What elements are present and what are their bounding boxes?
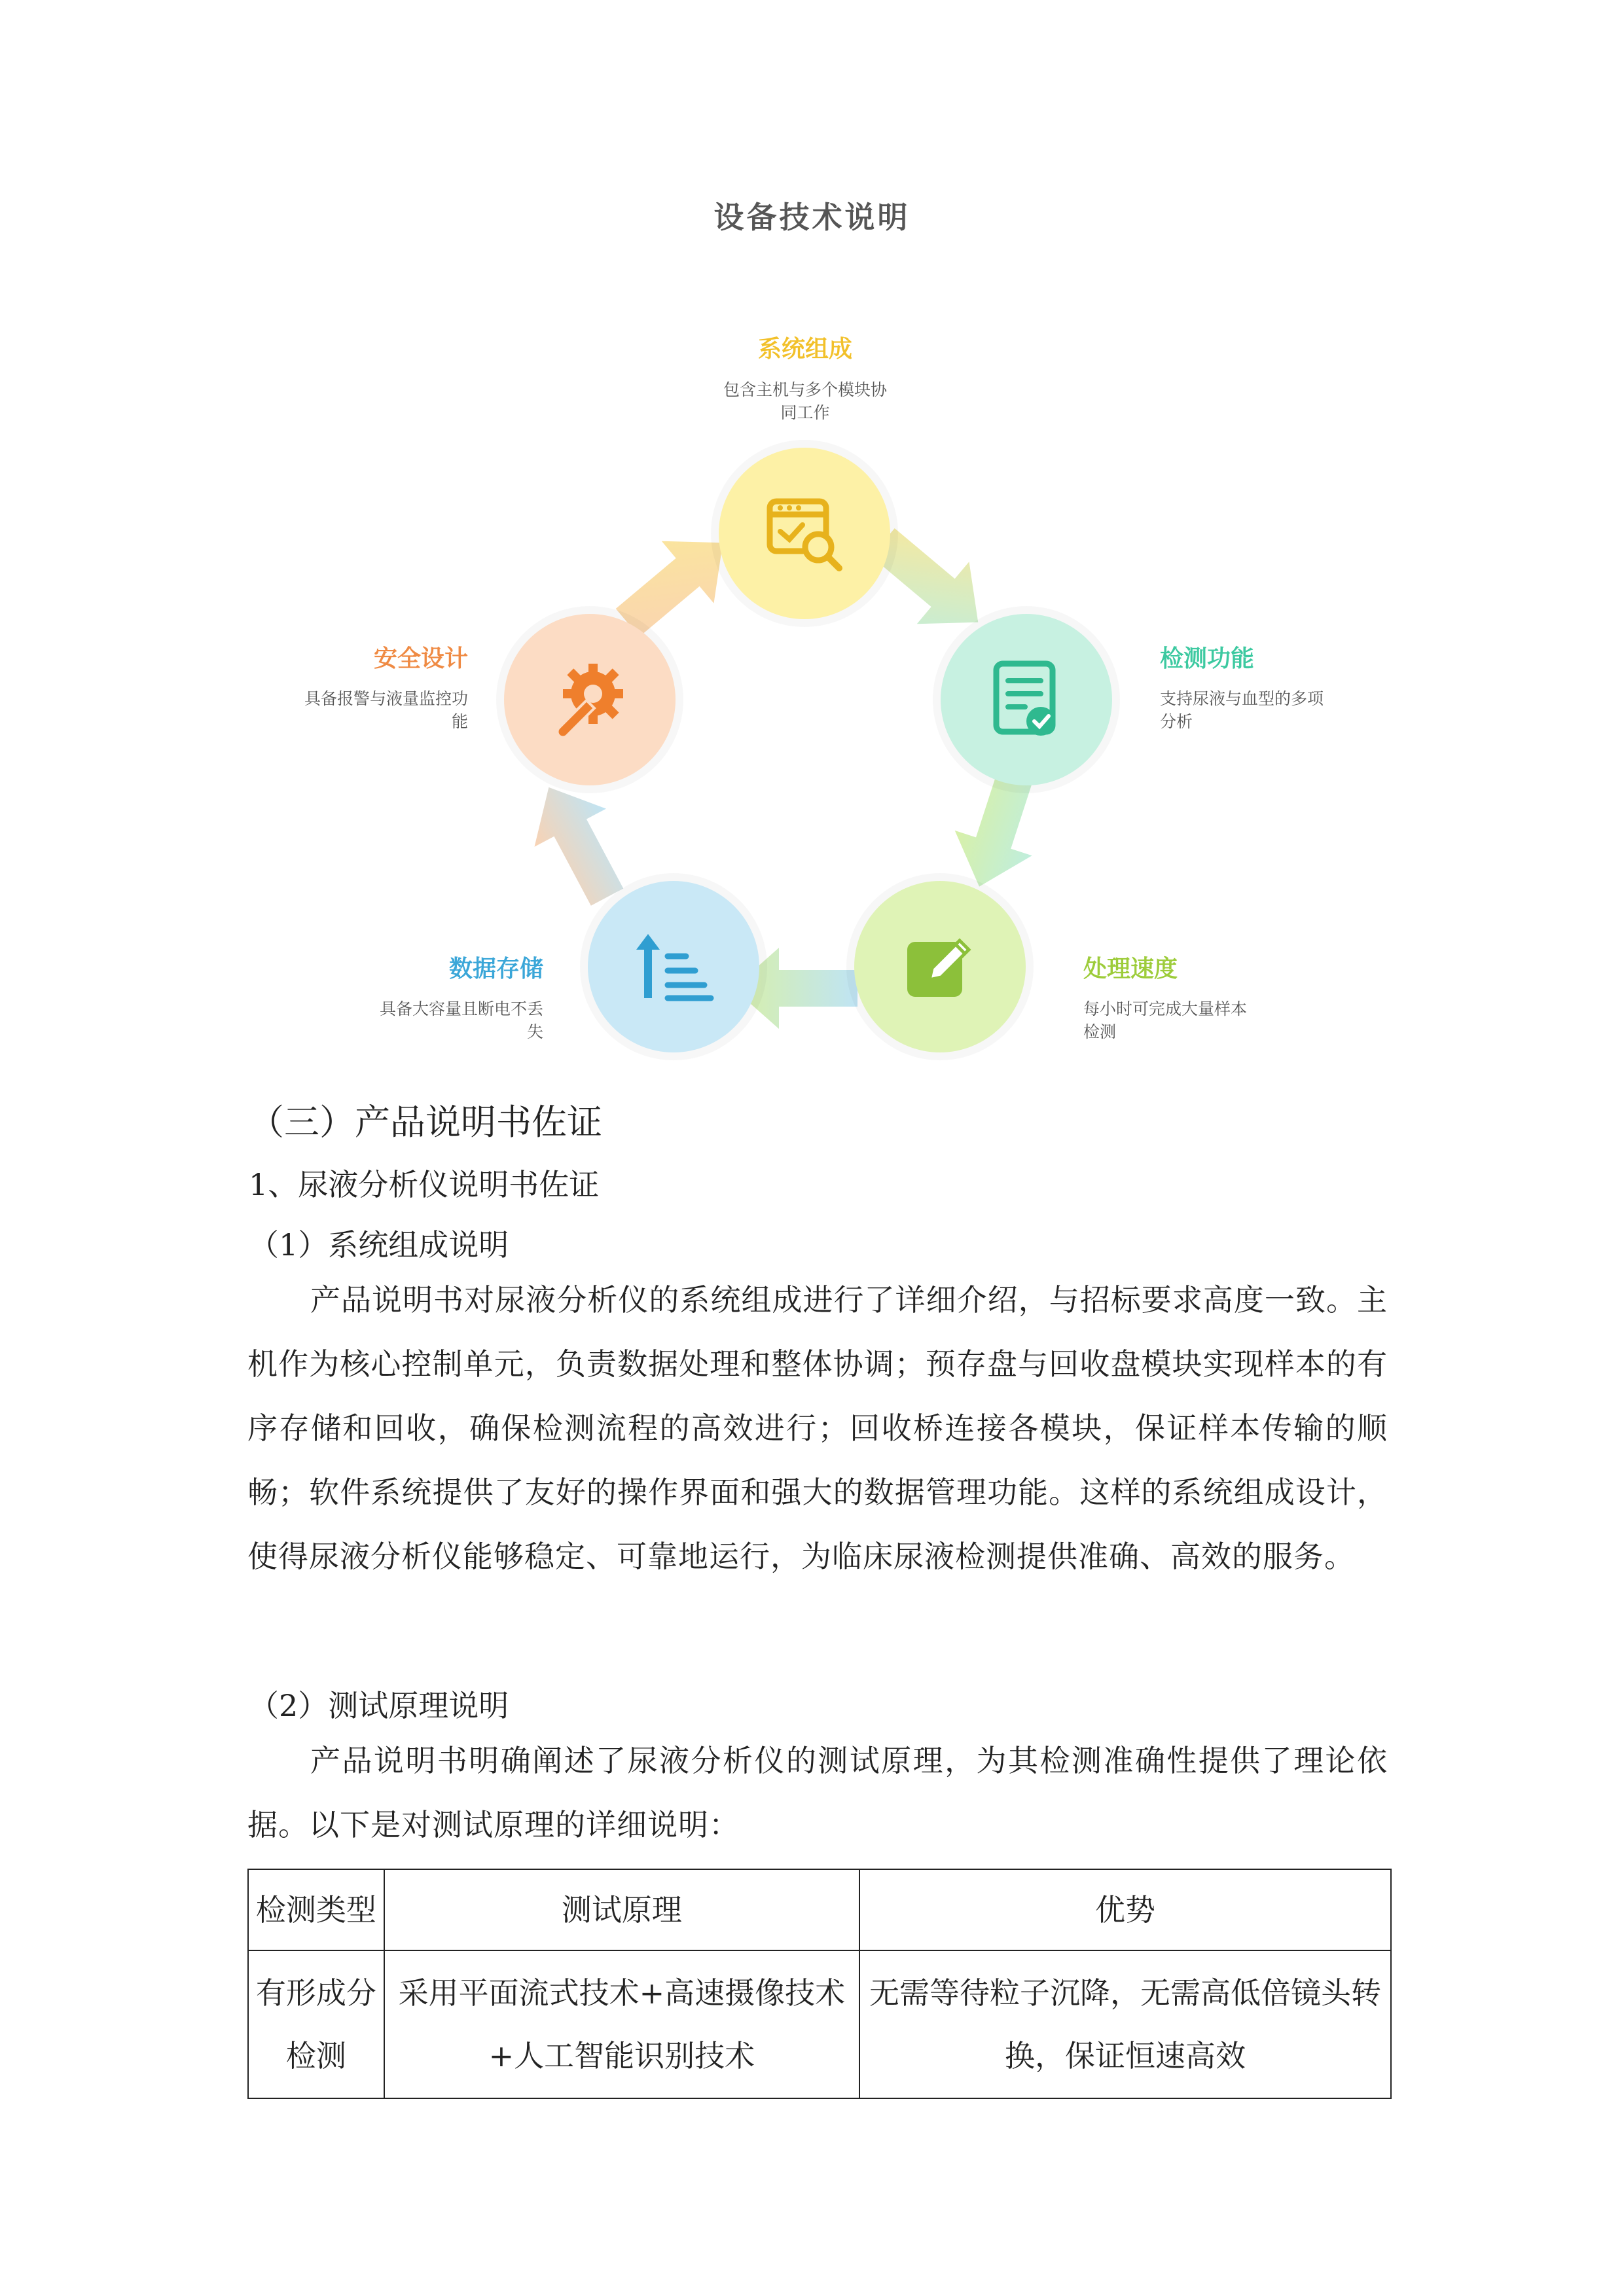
edit-pen-icon bbox=[901, 927, 979, 1006]
table-cell: 有形成分检测 bbox=[248, 1950, 384, 2098]
node-system-desc: 包含主机与多个模块协 同工作 bbox=[723, 380, 887, 422]
node-detect-circle bbox=[941, 614, 1112, 785]
table-header-cell: 检测类型 bbox=[248, 1869, 384, 1950]
table-row bbox=[248, 1950, 1391, 2098]
test-principle-table bbox=[247, 1869, 1392, 2099]
table-cell: 采用平面流式技术+高速摄像技术+人工智能识别技术 bbox=[384, 1950, 859, 2098]
node-detect-desc: 支持尿液与血型的多项 分析 bbox=[1160, 689, 1324, 731]
item1-title: （1）系统组成说明 bbox=[249, 1227, 509, 1263]
sort-list-icon bbox=[631, 927, 716, 1006]
item2-paragraph: 产品说明书明确阐述了尿液分析仪的测试原理，为其检测准确性提供了理论依据。以下是对测试原理的详细说明： bbox=[247, 1743, 1388, 1842]
checklist-icon bbox=[987, 657, 1066, 742]
node-storage-circle bbox=[588, 881, 759, 1052]
node-detect-title: 检测功能 bbox=[1160, 645, 1255, 672]
node-process-desc: 每小时可完成大量样本 检测 bbox=[1083, 999, 1248, 1041]
item2-title: （2）测试原理说明 bbox=[249, 1688, 509, 1723]
node-safety-title: 安全设计 bbox=[373, 645, 468, 672]
gear-wrench-icon bbox=[547, 657, 632, 742]
window-search-icon bbox=[762, 491, 847, 576]
node-storage-title: 数据存储 bbox=[448, 956, 543, 982]
diagram-title: 设备技术说明 bbox=[713, 200, 911, 235]
table-header-cell: 测试原理 bbox=[384, 1869, 859, 1950]
section-heading: （三）产品说明书佐证 bbox=[249, 1102, 602, 1143]
section-subheading: 1、尿液分析仪说明书佐证 bbox=[249, 1167, 600, 1202]
item1-paragraph: 产品说明书对尿液分析仪的系统组成进行了详细介绍，与招标要求高度一致。主机作为核心控制单元，负责数据处理和整体协调；预存盘与回收盘模块实现样本的有序存储和回收，确保检测流程的高效进行；回收桥连接各模块，保证样本传输的顺畅；软件系统提供了友好的操作界面和强大的数据管理功能。这样的系统组成设计，使得尿液分析仪能够稳定、可靠地运行，为临床尿液检测提供准确、高效的服务。 bbox=[247, 1282, 1388, 1574]
node-safety-desc: 具备报警与液量监控功 能 bbox=[304, 689, 468, 731]
arrow-storage-safety bbox=[513, 768, 643, 916]
node-process-title: 处理速度 bbox=[1083, 956, 1178, 982]
node-storage-desc: 具备大容量且断电不丢 失 bbox=[379, 999, 543, 1041]
table-header-row bbox=[248, 1869, 1391, 1950]
table-header-cell: 优势 bbox=[859, 1869, 1391, 1950]
node-system-title: 系统组成 bbox=[757, 336, 852, 363]
node-safety-circle bbox=[504, 614, 676, 785]
table-cell: 无需等待粒子沉降，无需高低倍镜头转换，保证恒速高效 bbox=[859, 1950, 1391, 2098]
node-process-circle bbox=[854, 881, 1026, 1052]
node-system-circle bbox=[719, 448, 890, 619]
